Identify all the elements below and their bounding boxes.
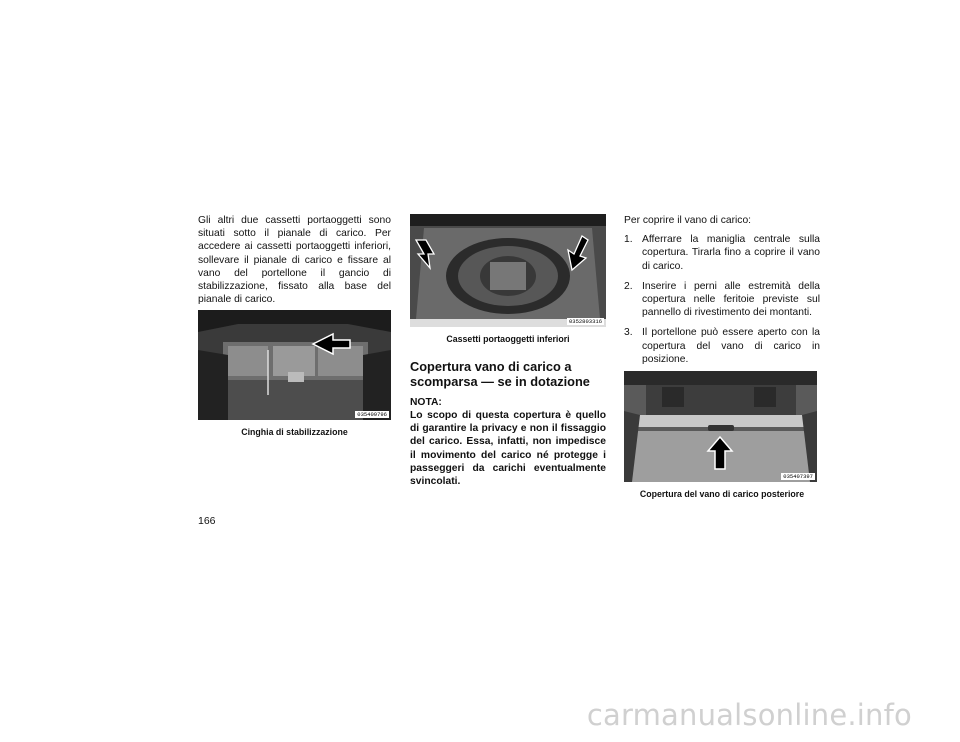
intro-paragraph: Gli altri due cassetti portaoggetti sono situati sotto il pianale di carico. Per accedere ai cassetti portaoggetti inferiori, sollevare il pianale di carico e fissare al vano del portellone il gancio di stabilizzazione, fissato alla base del pianale di carico. (198, 215, 391, 306)
cargo-area-photo (198, 310, 391, 420)
figure-lower-storage-bins (410, 214, 606, 327)
column-middle (410, 214, 606, 488)
section-title-line2: scomparsa — se in dotazione (410, 373, 590, 389)
column-left (198, 214, 391, 437)
step-number: 2. (624, 280, 633, 292)
figure-stabilization-strap (198, 310, 391, 420)
step-item (624, 233, 820, 273)
step-number: 3. (624, 327, 633, 339)
note-text: Lo scopo di questa copertura è quello di garantire la privacy e non il fissaggio del carico. Essa, infatti, non impedisce il movimento del carico né protegge i passeggeri da carichi eventualmente svincolati. (410, 410, 606, 488)
figure-caption: Cassetti portaoggetti inferiori (446, 334, 570, 344)
step-text: Il portellone può essere aperto con la copertura del vano di carico in posizione. (642, 327, 820, 365)
steps-list (624, 233, 820, 366)
section-title-line1: Copertura vano di carico a (410, 359, 572, 374)
step-item (624, 326, 820, 366)
page-number: 166 (198, 515, 216, 527)
step-text: Afferrare la maniglia centrale sulla copertura. Tirarla fino a coprire il vano di carico. (642, 234, 820, 272)
section-title (410, 360, 606, 389)
column-right (624, 214, 820, 499)
note-label: NOTA: (410, 397, 442, 408)
storage-bins-photo (410, 214, 606, 327)
step-number: 1. (624, 234, 633, 246)
step-item (624, 280, 820, 320)
figure-code: 035407397 (783, 473, 813, 481)
figure-caption: Cinghia di stabilizzazione (241, 427, 348, 438)
step-text: Inserire i perni alle estremità della copertura nelle feritoie previste sul pannello di rivestimento dei montanti. (642, 280, 820, 319)
figure-rear-cargo-cover (624, 371, 817, 482)
figure-code: 035409796 (357, 411, 387, 419)
figure-caption: Copertura del vano di carico posteriore (639, 489, 805, 500)
steps-lead: Per coprire il vano di carico: (624, 215, 752, 226)
cargo-cover-photo (624, 371, 817, 482)
figure-code: 0352803316 (568, 318, 602, 325)
watermark: carmanualsonline.info (586, 698, 912, 732)
